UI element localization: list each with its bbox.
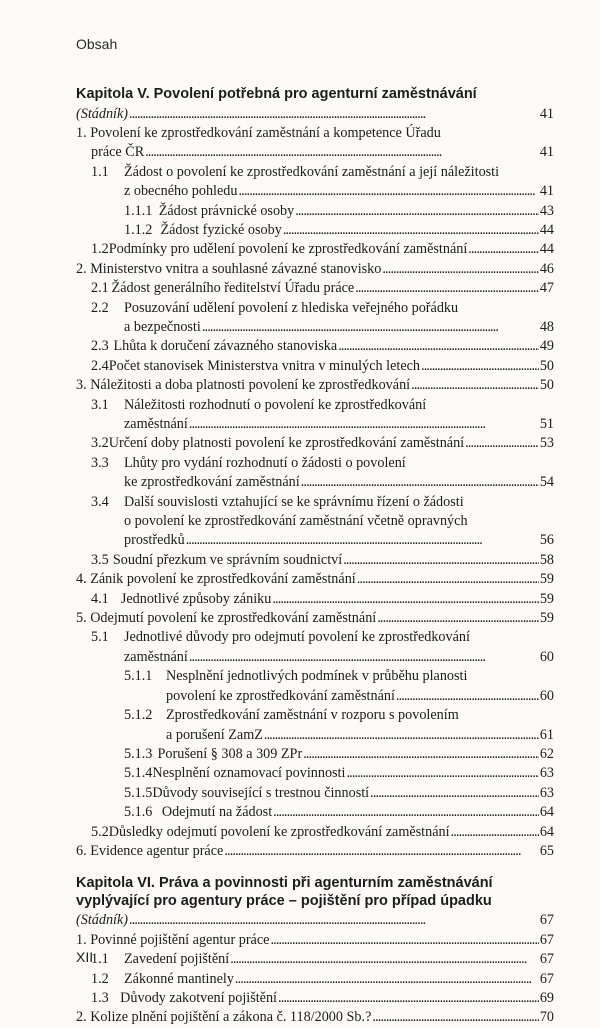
leader-dots bbox=[396, 687, 539, 706]
leader-dots bbox=[301, 473, 539, 492]
page-number: 69 bbox=[539, 989, 554, 1006]
page-number: 47 bbox=[539, 280, 554, 297]
entry-text: Odejmutí na žádost bbox=[161, 804, 273, 821]
entry-number: 3. bbox=[76, 377, 87, 394]
leader-dots bbox=[451, 823, 539, 842]
toc-entry-1-1-cont bbox=[76, 182, 554, 201]
entry-number: 5.1.3 bbox=[124, 745, 153, 762]
entry-text: Zprostředkování zaměstnání v rozporu s povolením bbox=[166, 707, 459, 724]
leader-dots bbox=[235, 970, 539, 989]
page-number: 56 bbox=[539, 532, 554, 549]
entry-text: práce ČR bbox=[91, 144, 145, 161]
entry-text: Soudní přezkum ve správním soudnictví bbox=[112, 551, 343, 568]
leader-dots bbox=[272, 590, 538, 609]
entry-text: Náležitosti rozhodnutí o povolení ke zprostředkování bbox=[124, 396, 427, 413]
entry-text: Povinné pojištění agentur práce bbox=[90, 931, 270, 948]
leader-dots bbox=[238, 182, 538, 201]
toc-entry-5-1-2 bbox=[76, 706, 554, 725]
page-number: 58 bbox=[539, 551, 554, 568]
entry-number: 5.1.2 bbox=[124, 707, 153, 724]
entry-number: 2. bbox=[76, 1009, 87, 1026]
author-label: (Stádník) bbox=[76, 105, 129, 122]
page-number: 67 bbox=[539, 970, 554, 987]
entry-text: a bezpečnosti bbox=[124, 318, 201, 335]
toc-entry-1-1 bbox=[76, 163, 554, 182]
table-of-contents bbox=[76, 86, 554, 1028]
chapter-6-title: Kapitola VI. Práva a povinnosti při agenturním zaměstnávání bbox=[76, 875, 493, 892]
page-number: 41 bbox=[539, 105, 554, 122]
entry-text: Nesplnění oznamovací povinnosti bbox=[152, 765, 346, 782]
entry-number: 6. bbox=[76, 842, 87, 859]
entry-text: prostředků bbox=[124, 532, 185, 549]
page-number: 54 bbox=[539, 474, 554, 491]
entry-number: 1.2 bbox=[91, 970, 109, 987]
toc-entry-5-1-4 bbox=[76, 764, 554, 783]
toc-entry-5-1-2-cont bbox=[76, 726, 554, 745]
entry-text: Zákonné mantinely bbox=[124, 970, 234, 987]
toc-entry-1-1-1 bbox=[76, 202, 554, 221]
entry-text: a porušení ZamZ bbox=[166, 726, 263, 743]
leader-dots bbox=[370, 784, 539, 803]
toc-entry-2 bbox=[76, 260, 554, 279]
page-number: 63 bbox=[539, 784, 554, 801]
entry-text: Žádost generálního ředitelství Úřadu práce bbox=[111, 280, 355, 297]
leader-dots bbox=[377, 609, 539, 628]
entry-text: povolení ke zprostředkování zaměstnání bbox=[166, 687, 395, 704]
entry-number: 3.3 bbox=[91, 454, 109, 471]
entry-number: 1.1.2 bbox=[124, 221, 153, 238]
entry-number: 4.1 bbox=[91, 590, 109, 607]
entry-number: 5.1.4 bbox=[124, 765, 153, 782]
leader-dots bbox=[283, 221, 539, 240]
page-number: 60 bbox=[539, 687, 554, 704]
entry-text: Ministerstvo vnitra a souhlasné závazné stanovisko bbox=[90, 260, 382, 277]
toc-entry-5-1-1-cont bbox=[76, 687, 554, 706]
entry-number: 5.1 bbox=[91, 629, 109, 646]
leader-dots bbox=[145, 143, 539, 162]
entry-text: Důvody zakotvení pojištění bbox=[120, 989, 277, 1006]
toc-entry-5-1-5 bbox=[76, 784, 554, 803]
entry-text: Důsledky odejmutí povolení ke zprostředkování zaměstnání bbox=[108, 823, 450, 840]
entry-number: 3.1 bbox=[91, 396, 109, 413]
toc-entry-1-1-2 bbox=[76, 221, 554, 240]
page-number: 59 bbox=[539, 610, 554, 627]
page-number: 49 bbox=[539, 338, 554, 355]
entry-number: 2.4 bbox=[91, 357, 109, 374]
toc-entry-ch5-author bbox=[76, 105, 554, 124]
leader-dots bbox=[421, 357, 539, 376]
page-number: 67 bbox=[539, 951, 554, 968]
toc-entry-6 bbox=[76, 842, 554, 861]
page-number: 70 bbox=[539, 1009, 554, 1026]
page-number: 43 bbox=[539, 202, 554, 219]
leader-dots bbox=[202, 318, 539, 337]
entry-number: 1.1 bbox=[91, 163, 109, 180]
entry-number: 2.1 bbox=[91, 280, 109, 297]
entry-text: o povolení ke zprostředkování zaměstnání včetně opravných bbox=[124, 513, 468, 530]
toc-entry-2-1 bbox=[76, 279, 554, 298]
page-number: 41 bbox=[539, 183, 554, 200]
page-number: 46 bbox=[539, 260, 554, 277]
page-number: 60 bbox=[539, 648, 554, 665]
chapter-6-title-cont: vyplývající pro agentury práce – pojištění pro případ úpadku bbox=[76, 892, 492, 909]
toc-entry-3-4-cont bbox=[76, 512, 554, 531]
entry-text: Jednotlivé důvody pro odejmutí povolení ke zprostředkování bbox=[124, 629, 470, 646]
entry-number: 1.3 bbox=[91, 989, 109, 1006]
page-number: 44 bbox=[539, 221, 554, 238]
entry-text: Jednotlivé způsoby zániku bbox=[120, 590, 272, 607]
entry-text: z obecného pohledu bbox=[124, 183, 238, 200]
toc-entry-5 bbox=[76, 609, 554, 628]
entry-number: 5. bbox=[76, 610, 87, 627]
entry-text: Odejmutí povolení ke zprostředkování zaměstnání bbox=[90, 610, 377, 627]
leader-dots bbox=[189, 648, 539, 667]
leader-dots bbox=[357, 570, 539, 589]
page-number: 50 bbox=[539, 357, 554, 374]
page-folio: XII bbox=[76, 949, 94, 965]
toc-entry-1-cont bbox=[76, 143, 554, 162]
toc-entry-5-2 bbox=[76, 823, 554, 842]
toc-entry-3-2 bbox=[76, 434, 554, 453]
toc-entry-3-5 bbox=[76, 551, 554, 570]
entry-number: 1.2 bbox=[91, 241, 109, 258]
chapter-5-title: Kapitola V. Povolení potřebná pro agenturní zaměstnávání bbox=[76, 86, 477, 102]
entry-text: Podmínky pro udělení povolení ke zprostředkování zaměstnání bbox=[108, 241, 468, 258]
entry-text: Lhůta k doručení závazného stanoviska bbox=[113, 338, 338, 355]
entry-text: Povolení ke zprostředkování zaměstnání a kompetence Úřadu bbox=[90, 124, 441, 141]
toc-entry-5-1 bbox=[76, 628, 554, 647]
toc-entry-5-1-3 bbox=[76, 745, 554, 764]
leader-dots bbox=[338, 337, 539, 356]
entry-number: 3.4 bbox=[91, 493, 109, 510]
leader-dots bbox=[411, 376, 539, 395]
entry-text: Nesplnění jednotlivých podmínek v průběhu planosti bbox=[166, 668, 468, 685]
toc-entry-1-2 bbox=[76, 240, 554, 259]
entry-text: Náležitosti a doba platnosti povolení ke zprostředkování bbox=[90, 377, 411, 394]
leader-dots bbox=[129, 105, 539, 124]
leader-dots bbox=[355, 279, 539, 298]
leader-dots bbox=[372, 1008, 538, 1027]
page-number: 59 bbox=[539, 571, 554, 588]
author-label: (Stádník) bbox=[76, 912, 129, 929]
toc-entry-ch6-1-2 bbox=[76, 970, 554, 989]
toc-entry-1 bbox=[76, 124, 554, 143]
entry-text: Další souvislosti vztahující se ke správnímu řízení o žádosti bbox=[124, 493, 464, 510]
entry-number: 5.1.1 bbox=[124, 668, 153, 685]
toc-entry-4-1 bbox=[76, 590, 554, 609]
toc-entry-3-4-cont2 bbox=[76, 531, 554, 550]
toc-entry-ch6-author bbox=[76, 911, 554, 930]
toc-entry-3-1-cont bbox=[76, 415, 554, 434]
leader-dots bbox=[270, 931, 538, 950]
entry-text: zaměstnání bbox=[124, 648, 188, 665]
leader-dots bbox=[189, 415, 539, 434]
entry-text: Počet stanovisek Ministerstva vnitra v minulých letech bbox=[108, 357, 421, 374]
entry-text: Určení doby platnosti povolení ke zprostředkování zaměstnání bbox=[108, 435, 465, 452]
entry-text: Žádost o povolení ke zprostředkování zaměstnání a její náležitosti bbox=[124, 163, 500, 180]
entry-text: Žádost fyzické osoby bbox=[160, 221, 282, 238]
toc-entry-3-4 bbox=[76, 493, 554, 512]
toc-entry-2-3 bbox=[76, 337, 554, 356]
entry-text: Žádost právnické osoby bbox=[158, 202, 295, 219]
toc-entry-4 bbox=[76, 570, 554, 589]
entry-number: 1.1.1 bbox=[124, 202, 153, 219]
page-number: 59 bbox=[539, 590, 554, 607]
toc-entry-2-2-cont bbox=[76, 318, 554, 337]
entry-number: 3.5 bbox=[91, 551, 109, 568]
entry-text: Lhůty pro vydání rozhodnutí o žádosti o povolení bbox=[124, 454, 406, 471]
entry-number: 2.2 bbox=[91, 299, 109, 316]
toc-entry-3-3-cont bbox=[76, 473, 554, 492]
page-number: 44 bbox=[539, 241, 554, 258]
toc-entry-ch6-2 bbox=[76, 1008, 554, 1027]
entry-number: 3.2 bbox=[91, 435, 109, 452]
page-number: 53 bbox=[539, 435, 554, 452]
toc-entry-2-2 bbox=[76, 299, 554, 318]
entry-number: 5.1.6 bbox=[124, 804, 153, 821]
entry-number: 2.3 bbox=[91, 338, 109, 355]
page-number: 51 bbox=[539, 416, 554, 432]
toc-entry-ch6-1-3 bbox=[76, 989, 554, 1008]
leader-dots bbox=[382, 260, 538, 279]
page-number: 41 bbox=[539, 144, 554, 161]
page-number: 62 bbox=[539, 745, 554, 762]
toc-entry-3-3 bbox=[76, 454, 554, 473]
entry-number: 1. bbox=[76, 931, 87, 948]
entry-text: Zavedení pojištění bbox=[124, 951, 230, 968]
leader-dots bbox=[295, 202, 539, 221]
page-number: 65 bbox=[539, 842, 554, 859]
page-number: 67 bbox=[539, 912, 554, 929]
page-number: 64 bbox=[539, 823, 554, 840]
running-header: Obsah bbox=[76, 36, 118, 52]
entry-number: 5.1.5 bbox=[124, 784, 153, 801]
leader-dots bbox=[278, 989, 539, 1008]
entry-number: 1.1 bbox=[91, 951, 109, 968]
entry-number: 5.2 bbox=[91, 823, 109, 840]
leader-dots bbox=[346, 764, 538, 783]
page-number: 67 bbox=[539, 931, 554, 948]
leader-dots bbox=[465, 434, 539, 453]
entry-text: Posuzování udělení povolení z hlediska veřejného pořádku bbox=[124, 299, 459, 316]
page-number: 48 bbox=[539, 318, 554, 335]
entry-number: 2. bbox=[76, 260, 87, 277]
leader-dots bbox=[343, 551, 539, 570]
page-number: 61 bbox=[539, 726, 554, 743]
page-number: 50 bbox=[539, 377, 554, 394]
toc-entry-5-1-1 bbox=[76, 667, 554, 686]
entry-text: Porušení § 308 a 309 ZPr bbox=[157, 745, 303, 762]
entry-text: Důvody související s trestnou činností bbox=[152, 784, 370, 801]
leader-dots bbox=[468, 240, 539, 259]
entry-text: zaměstnání bbox=[124, 416, 188, 432]
toc-entry-5-1-6 bbox=[76, 803, 554, 822]
leader-dots bbox=[186, 531, 539, 550]
toc-entry-3 bbox=[76, 376, 554, 395]
page-number: 63 bbox=[539, 765, 554, 782]
entry-text: ke zprostředkování zaměstnání bbox=[124, 474, 300, 491]
toc-entry-ch6-1 bbox=[76, 931, 554, 950]
leader-dots bbox=[230, 950, 539, 969]
entry-number: 1. bbox=[76, 124, 87, 141]
page-number: 64 bbox=[539, 804, 554, 821]
leader-dots bbox=[303, 745, 539, 764]
leader-dots bbox=[129, 911, 539, 930]
leader-dots bbox=[273, 803, 539, 822]
leader-dots bbox=[224, 842, 538, 861]
toc-entry-3-1 bbox=[76, 396, 554, 415]
entry-text: Zánik povolení ke zprostředkování zaměstnání bbox=[90, 571, 356, 588]
toc-entry-5-1-cont bbox=[76, 648, 554, 667]
entry-number: 4. bbox=[76, 571, 87, 588]
entry-text: Kolize plnění pojištění a zákona č. 118/2000 Sb.? bbox=[90, 1009, 372, 1026]
toc-entry-ch6-1-1 bbox=[76, 950, 554, 969]
entry-text: Evidence agentur práce bbox=[90, 842, 224, 859]
toc-entry-2-4 bbox=[76, 357, 554, 376]
leader-dots bbox=[264, 726, 539, 745]
